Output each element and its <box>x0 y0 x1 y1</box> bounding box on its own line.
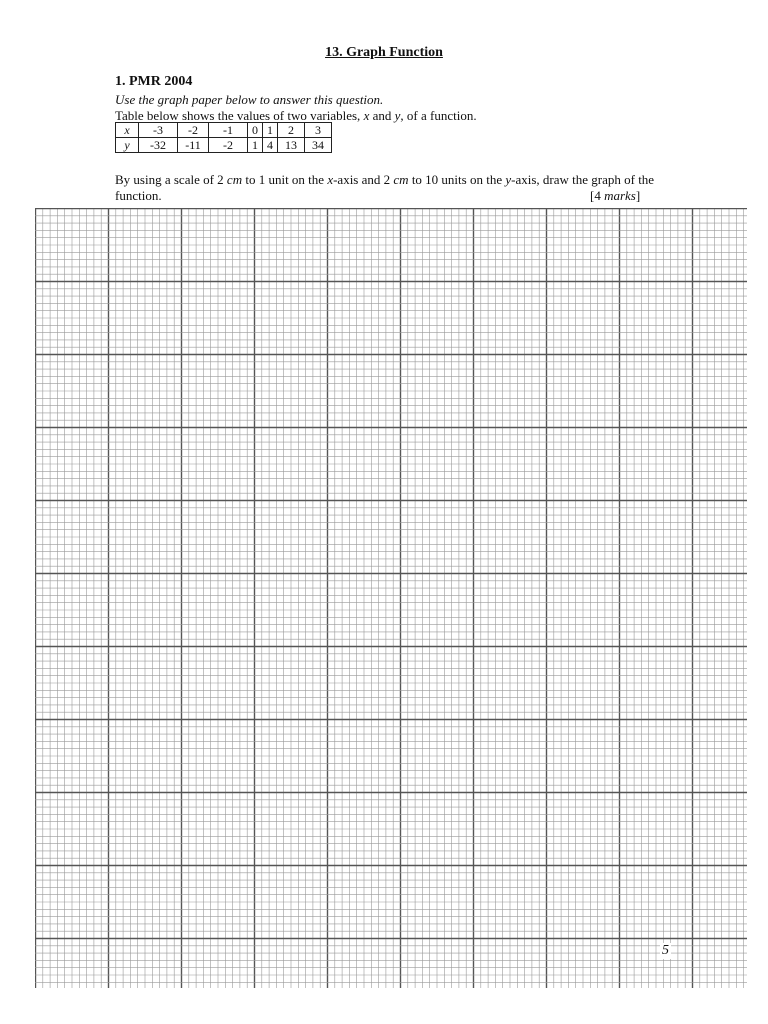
y-cell: 1 <box>248 138 263 153</box>
scale-text-3: -axis and 2 <box>333 172 394 187</box>
scale-axis-x: x <box>327 172 334 187</box>
grid-lines <box>35 208 747 988</box>
page-number: 5 <box>662 943 669 958</box>
scale-text-5: -axis, draw the graph of the function. <box>115 172 655 203</box>
scale-text-1: By using a scale of 2 <box>115 172 227 187</box>
values-table <box>115 122 332 153</box>
y-cell: -32 <box>139 138 178 153</box>
x-cell: 2 <box>278 123 305 138</box>
instruction-text: Use the graph paper below to answer this question. <box>115 92 384 107</box>
y-cell: 4 <box>263 138 278 153</box>
x-cell: 1 <box>263 123 278 138</box>
y-cell: -11 <box>178 138 209 153</box>
y-cell: -2 <box>209 138 248 153</box>
scale-unit-cm: cm <box>393 172 409 187</box>
question-heading: 1. PMR 2004 <box>115 74 193 89</box>
x-cell: 3 <box>305 123 332 138</box>
page-title: 13. Graph Function <box>325 45 443 60</box>
y-cell: 34 <box>305 138 332 153</box>
x-cell: -1 <box>209 123 248 138</box>
intro-mid: and <box>369 108 395 123</box>
scale-text-2: to 1 unit on the <box>242 172 328 187</box>
marks-open: [4 <box>590 188 605 203</box>
y-cell: 13 <box>278 138 305 153</box>
x-header-cell: x <box>116 123 139 138</box>
x-cell: -2 <box>178 123 209 138</box>
marks-close: ] <box>635 188 641 203</box>
scale-text-4: to 10 units on the <box>408 172 506 187</box>
scale-unit-cm: cm <box>226 172 243 187</box>
marks-word: marks <box>604 188 636 203</box>
x-cell: -3 <box>139 123 178 138</box>
x-cell: 0 <box>248 123 263 138</box>
intro-prefix: Table below shows the values of two variables, <box>115 108 364 123</box>
intro-suffix: , of a function. <box>400 108 477 123</box>
intro-var-y: y <box>394 108 401 123</box>
scale-axis-y: y <box>505 172 512 187</box>
x-row <box>116 123 332 138</box>
marks-allocation <box>590 188 640 204</box>
y-row <box>116 138 332 153</box>
scale-instruction <box>115 172 655 204</box>
intro-var-x: x <box>363 108 370 123</box>
graph-paper[interactable] <box>35 208 747 988</box>
y-header-cell: y <box>116 138 139 153</box>
